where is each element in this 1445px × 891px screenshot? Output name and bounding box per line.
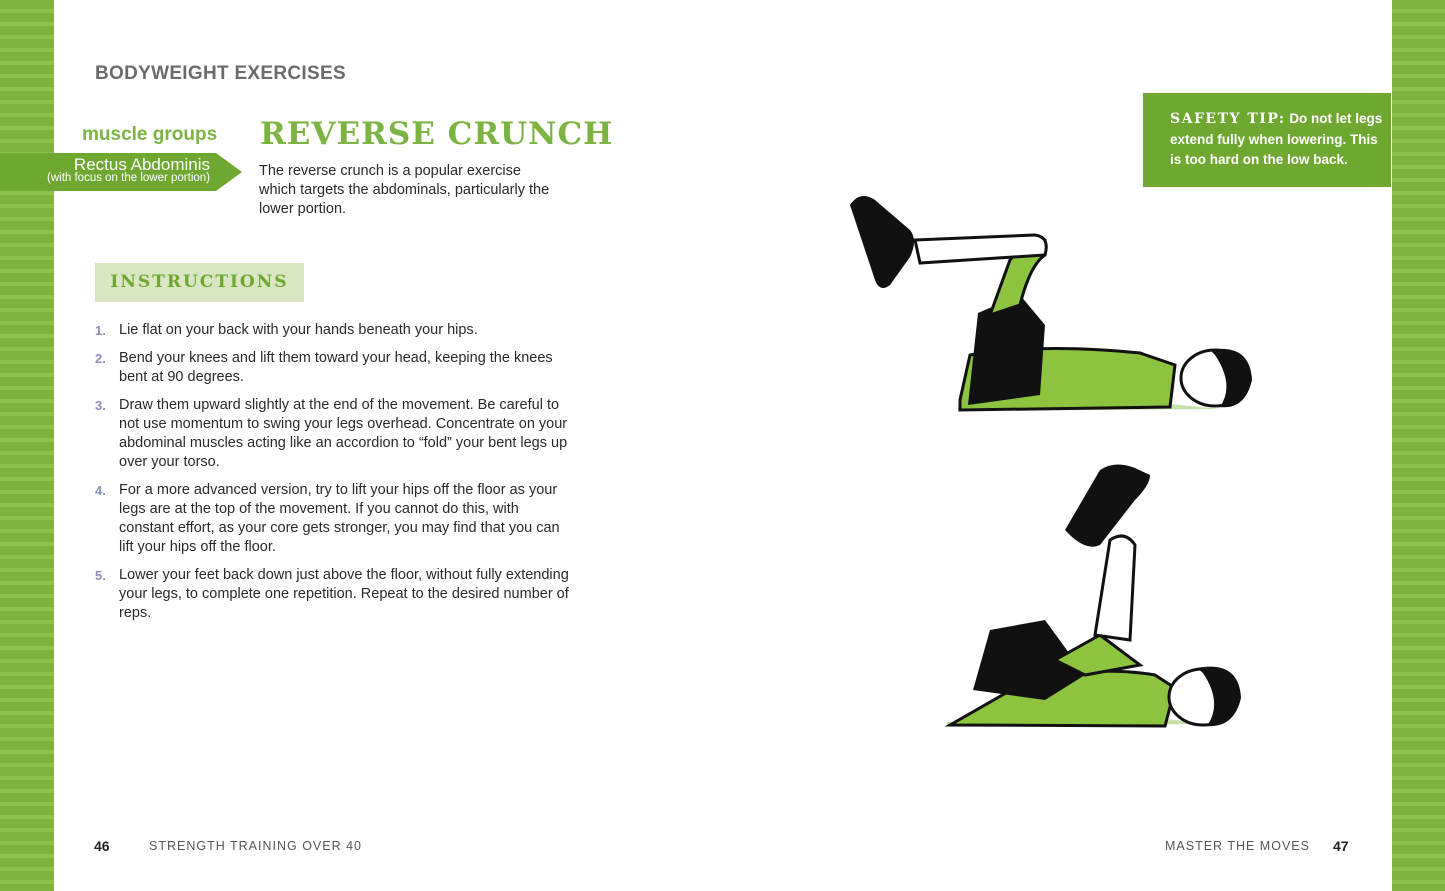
instruction-step xyxy=(95,566,570,623)
step-number: 1. xyxy=(95,323,106,338)
section-label: BODYWEIGHT EXERCISES xyxy=(95,63,346,84)
instructions-header xyxy=(95,263,304,302)
instruction-step xyxy=(95,321,570,340)
step-text: Lower your feet back down just above the floor, without fully extending your legs, to complete one repetition. Repeat to the desired number of reps. xyxy=(119,567,569,621)
safety-tip-box xyxy=(1143,93,1391,187)
left-running-footer: STRENGTH TRAINING OVER 40 xyxy=(149,839,362,853)
reverse-crunch-end-illustration xyxy=(935,460,1255,740)
step-number: 4. xyxy=(95,483,106,498)
right-page-number: 47 xyxy=(1333,838,1349,854)
step-text: For a more advanced version, try to lift your hips off the floor as your legs are at the top of the movement. If you cannot do this, with constant effort, as your core gets stronger, you may find that you can lift your hips off the floor. xyxy=(119,482,560,555)
muscle-groups-title: muscle groups xyxy=(82,124,218,145)
exercise-intro: The reverse crunch is a popular exercise which targets the abdominals, particularly the lower portion. xyxy=(259,163,550,217)
step-number: 5. xyxy=(95,568,106,583)
instruction-steps xyxy=(95,321,570,632)
shin xyxy=(1095,536,1135,640)
safety-tip-text: Do not let legs extend fully when lowering. This is too hard on the low back. xyxy=(1170,111,1383,167)
left-page-stripe xyxy=(0,0,54,891)
step-text: Draw them upward slightly at the end of the movement. Be careful to not use momentum to swing your legs overhead. Concentrate on your abdominal muscles acting like an accordion to “fold” your bent legs up over your torso. xyxy=(119,397,568,470)
instruction-step xyxy=(95,481,570,557)
step-text: Lie flat on your back with your hands beneath your hips. xyxy=(119,322,478,338)
left-page-number: 46 xyxy=(94,838,110,854)
exercise-title: REVERSE CRUNCH xyxy=(260,116,614,152)
right-running-footer: MASTER THE MOVES xyxy=(1165,839,1310,853)
instructions-label: INSTRUCTIONS xyxy=(110,272,289,292)
safety-tip-content xyxy=(1170,109,1385,171)
shoe xyxy=(1065,464,1150,546)
shoe xyxy=(850,196,914,288)
step-number: 2. xyxy=(95,351,106,366)
reverse-crunch-start-illustration xyxy=(840,185,1260,420)
safety-tip-label: SAFETY TIP: xyxy=(1170,111,1286,127)
instruction-step xyxy=(95,349,570,387)
right-page-stripe xyxy=(1392,0,1445,891)
step-number: 3. xyxy=(95,398,106,413)
instruction-step xyxy=(95,396,570,472)
muscle-group-focus: (with focus on the lower portion) xyxy=(47,172,210,184)
shorts xyxy=(968,295,1045,405)
muscle-group-name: Rectus Abdominis xyxy=(73,155,210,174)
step-text: Bend your knees and lift them toward your head, keeping the knees bent at 90 degrees. xyxy=(119,350,553,385)
